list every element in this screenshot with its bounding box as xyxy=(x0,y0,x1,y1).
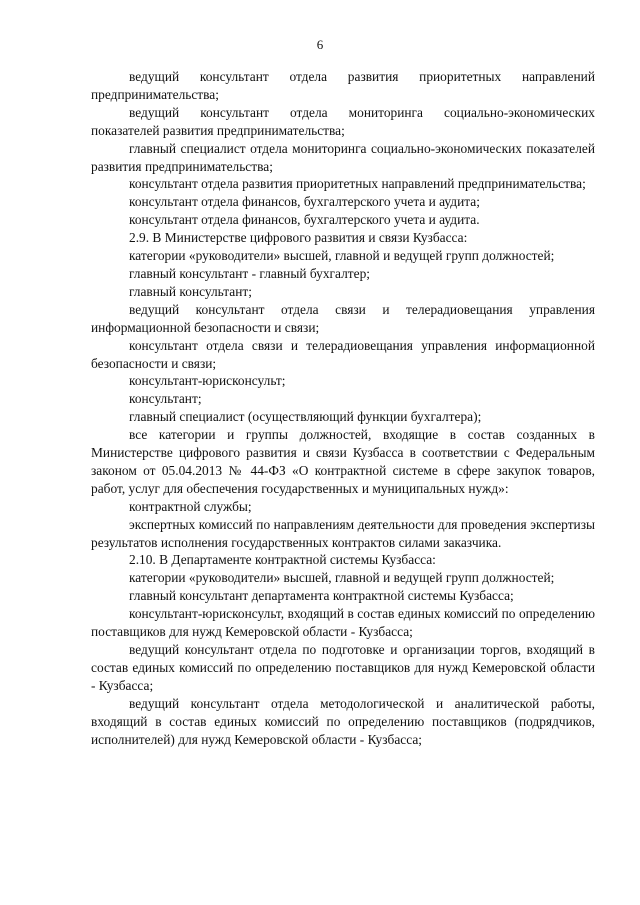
paragraph: консультант-юрисконсульт; xyxy=(129,373,286,389)
paragraph: категории «руководители» высшей, главной и ведущей групп должностей; xyxy=(129,248,555,264)
paragraph: ведущий консультант отдела связи и телерадиовещания управления информационной безопасности и связи; xyxy=(91,301,595,335)
document-body xyxy=(91,68,595,748)
paragraph: ведущий консультант отдела развития приоритетных направлений предпринимательства; xyxy=(91,69,595,102)
paragraph: главный консультант - главный бухгалтер; xyxy=(129,265,370,281)
paragraph: главный специалист отдела мониторинга социально-экономических показателей развития предпринимательства; xyxy=(91,140,595,174)
section-heading: 2.9. В Министерстве цифрового развития и связи Кузбасса: xyxy=(129,230,468,246)
paragraph: ведущий консультант отдела мониторинга социально-экономических показателей развития предпринимательства; xyxy=(91,104,595,138)
paragraph: все категории и группы должностей, входящие в состав созданных в Министерстве цифрового развития и связи Кузбасса в соответствии с Федеральным законом от 05.04.2013 № 44-ФЗ «О контрактной системе в сфере закупок товаров, работ, услуг для обеспечения государственных и муниципальных нужд»: xyxy=(91,427,595,496)
paragraph: ведущий консультант отдела методологической и аналитической работы, входящий в состав единых комиссий по определению поставщиков (подрядчиков, исполнителей) для нужд Кемеровской области - Кузбасса; xyxy=(91,695,595,747)
paragraph: главный консультант департамента контрактной системы Кузбасса; xyxy=(129,588,514,604)
page-number: 6 xyxy=(316,37,324,52)
paragraph: главный консультант; xyxy=(129,283,252,299)
paragraph: категории «руководители» высшей, главной и ведущей групп должностей; xyxy=(129,570,555,586)
paragraph: экспертных комиссий по направлениям деятельности для проведения экспертизы результатов исполнения государственных контрактов силами заказчика. xyxy=(91,516,595,550)
section-heading: 2.10. В Департаменте контрактной системы Кузбасса: xyxy=(129,552,436,568)
paragraph: консультант-юрисконсульт, входящий в состав единых комиссий по определению поставщиков для нужд Кемеровской области - Кузбасса; xyxy=(91,606,595,640)
paragraph: контрактной службы; xyxy=(129,498,252,514)
paragraph: ведущий консультант отдела по подготовке и организации торгов, входящий в состав единых комиссий по определению поставщиков для нужд Кемеровской области - Кузбасса; xyxy=(91,642,595,693)
paragraph: консультант отдела финансов, бухгалтерского учета и аудита; xyxy=(129,194,480,210)
paragraph: консультант отдела развития приоритетных направлений предпринимательства; xyxy=(129,176,586,192)
paragraph: главный специалист (осуществляющий функции бухгалтера); xyxy=(129,409,482,425)
paragraph: консультант отдела связи и телерадиовещания управления информационной безопасности и связи; xyxy=(91,337,595,371)
paragraph: консультант отдела финансов, бухгалтерского учета и аудита. xyxy=(129,212,480,228)
paragraph: консультант; xyxy=(129,391,202,407)
